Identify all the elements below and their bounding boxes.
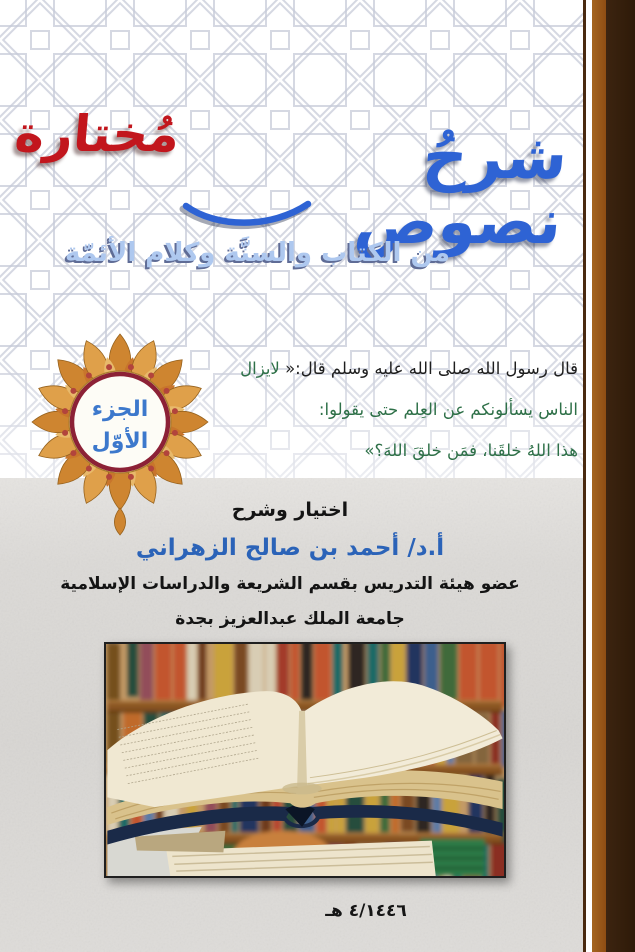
hadith-line — [240, 348, 578, 389]
author-block — [0, 499, 580, 629]
badge-text-line2: الأوّل — [91, 429, 149, 454]
hadith-text-intro: قال رسول الله صلى الله عليه وسلم قال:« — [279, 359, 578, 378]
hadith-quote — [240, 348, 578, 471]
calligraphy-swoosh — [176, 197, 316, 231]
photo-illustration — [106, 644, 504, 876]
title-word-red: مُختارة — [12, 105, 183, 163]
hadith-text-quote: لايزال — [240, 359, 280, 378]
right-border-mid-stripe — [592, 0, 606, 952]
author-name: أ.د/ أحمد بن صالح الزهراني — [135, 535, 445, 561]
author-university: جامعة الملك عبدالعزيز بجدة — [175, 609, 405, 629]
footer-date: ٤/١٤٤٦ هـ — [325, 901, 407, 921]
books-photo — [104, 642, 506, 878]
author-label: اختيار وشرح — [231, 499, 349, 521]
title-word-blue: شرحُ نصوص — [352, 120, 572, 259]
subtitle: من الكتاب والسنَّة وكلام الأئمّة — [65, 238, 450, 268]
hadith-text-quote: الناس يسألونكم عن العِلم حتى يقولوا: — [318, 400, 578, 419]
author-affiliation: عضو هيئة التدريس بقسم الشريعة والدراسات الإسلامية — [60, 574, 520, 594]
title-block — [12, 105, 572, 259]
hadith-text-quote: هذا اللهُ خلقَنا، فمَن خلقَ اللهَ؟» — [364, 441, 578, 460]
hadith-line — [240, 430, 578, 471]
badge-text-line1: الجزء — [91, 397, 149, 422]
hadith-line — [240, 389, 578, 430]
right-border-thin-line — [583, 0, 586, 952]
right-border-dark-stripe — [606, 0, 635, 952]
